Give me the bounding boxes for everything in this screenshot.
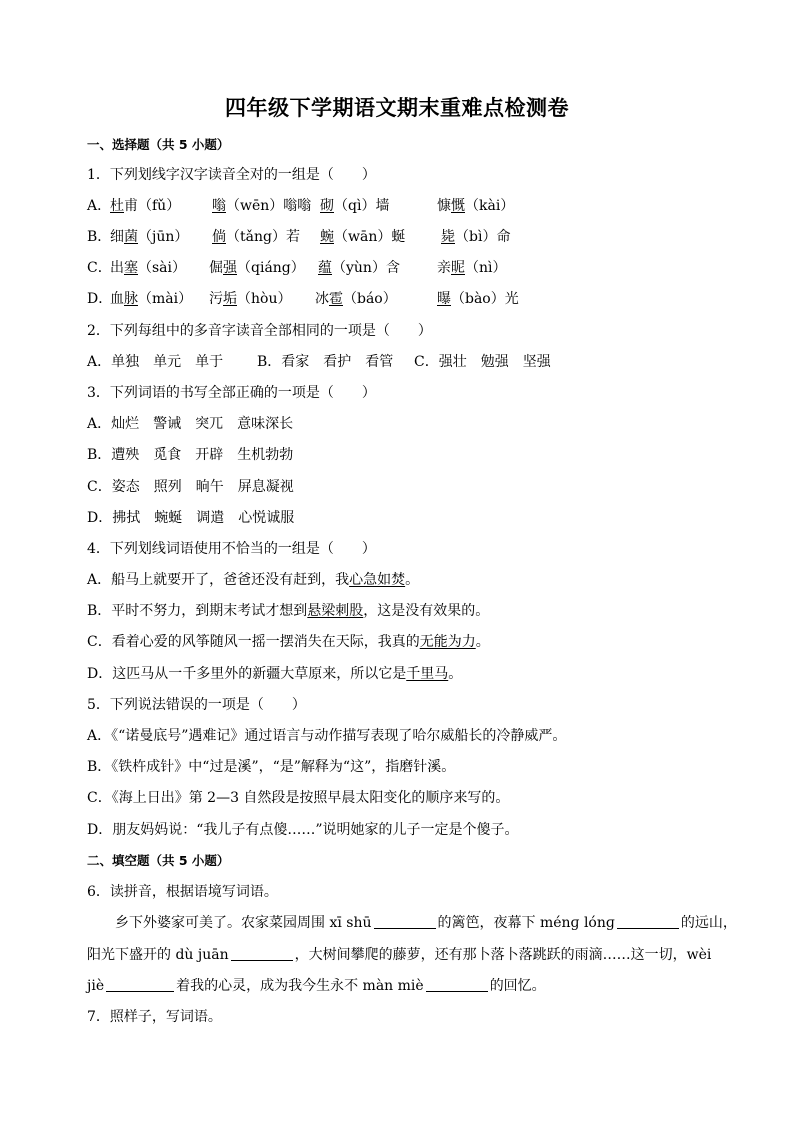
q1-d-item-1: 血脉（mài） [110, 291, 193, 307]
q6-passage-line-1: 乡下外婆家可美了。农家菜园周围 xī shū 的篱笆，夜幕下 ménɡ lónɡ 的远山， [115, 915, 737, 931]
q3-option-a: A．灿烂 警诫 突兀 意味深长 [87, 416, 294, 432]
answer-blank[interactable] [426, 977, 488, 992]
q4-option-b: B．平时不努力，到期末考试才想到悬梁刺股，这是没有效果的。 [87, 603, 490, 619]
q1-b-item-1: 细菌（jūn） [110, 229, 189, 245]
answer-blank[interactable] [374, 914, 436, 929]
q3-option-b: B．遭殃 觅食 开辟 生机勃勃 [87, 447, 294, 463]
q1-d-item-4: 曝（bào）光 [437, 291, 519, 307]
q2-option-b: B．看家 看护 看管 [257, 354, 394, 370]
question-5-stem: 5．下列说法错误的一项是（ ） [87, 697, 306, 713]
q4-option-c: C．看着心爱的风筝随风一摇一摆消失在天际，我真的无能为力。 [87, 634, 490, 650]
q6-passage-line-3: jiè 着我的心灵，成为我今生永不 màn miè 的回忆。 [87, 978, 546, 994]
q1-d-item-3: 冰雹（báo） [315, 291, 397, 307]
q1-option-b-label: B． [87, 229, 112, 245]
answer-blank[interactable] [617, 914, 679, 929]
q1-c-item-1: 出塞（sài） [110, 260, 187, 276]
answer-blank[interactable] [231, 946, 293, 961]
q1-a-item-4: 慷慨（kài） [437, 198, 515, 214]
q6-passage-line-2: 阳光下盛开的 dù juān ，大树间攀爬的藤萝，还有那卜落卜落跳跃的雨滴……这一切，wèi [87, 947, 712, 963]
q1-b-item-3: 蜿（wān）蜒 [320, 229, 406, 245]
q4-option-d: D．这匹马从一千多里外的新疆大草原来，所以它是千里马。 [87, 666, 463, 682]
q3-option-d: D．拂拭 蜿蜒 调遣 心悦诚服 [87, 510, 295, 526]
q1-option-c-label: C． [87, 260, 112, 276]
q1-b-item-2: 倘（tǎng）若 [212, 229, 300, 245]
q1-c-item-3: 蕴（yùn）含 [318, 260, 400, 276]
question-4-stem: 4．下列划线词语使用不恰当的一组是（ ） [87, 541, 376, 557]
section-heading-fill: 二、填空题（共 5 小题） [87, 853, 230, 868]
q1-d-item-2: 污垢（hòu） [209, 291, 292, 307]
answer-blank[interactable] [106, 977, 174, 992]
question-3-stem: 3．下列词语的书写全部正确的一项是（ ） [87, 385, 376, 401]
q1-option-a-label: A． [87, 198, 112, 214]
q5-option-d: D．朋友妈妈说：“我儿子有点傻……”说明她家的儿子一定是个傻子。 [87, 822, 519, 838]
question-7-stem: 7．照样子，写词语。 [87, 1009, 222, 1025]
q1-c-item-4: 亲昵（nì） [437, 260, 507, 276]
q3-option-c: C．姿态 照列 晌午 屏息凝视 [87, 479, 294, 495]
section-heading-choice: 一、选择题（共 5 小题） [87, 137, 230, 152]
q4-option-a: A．船马上就要开了，爸爸还没有赶到，我心急如焚。 [87, 572, 420, 588]
q1-a-item-1: 杜甫（fǔ） [110, 198, 181, 214]
q1-a-item-2: 嗡（wēn）嗡嗡 [212, 198, 312, 214]
q2-option-a: A．单独 单元 单于 [87, 354, 224, 370]
q5-option-b: B．《铁杵成针》中“过是溪”，“是”解释为“这”，指磨针溪。 [87, 759, 456, 775]
q1-c-item-2: 倔强（qiáng） [209, 260, 305, 276]
question-6-stem: 6．读拼音，根据语境写词语。 [87, 884, 278, 900]
question-2-stem: 2．下列每组中的多音字读音全部相同的一项是（ ） [87, 323, 432, 339]
q5-option-a: A．《“诺曼底号”遇难记》通过语言与动作描写表现了哈尔威船长的冷静威严。 [87, 728, 567, 744]
q2-option-c: C．强壮 勉强 坚强 [414, 354, 551, 370]
q1-option-d-label: D． [87, 291, 113, 307]
q1-b-item-4: 毙（bì）命 [441, 229, 511, 245]
page-title: 四年级下学期语文期末重难点检测卷 [225, 96, 569, 120]
q1-a-item-3: 砌（qì）墙 [320, 198, 390, 214]
question-1-stem: 1．下列划线字汉字读音全对的一组是（ ） [87, 167, 376, 183]
q5-option-c: C．《海上日出》第 2—3 自然段是按照早晨太阳变化的顺序来写的。 [87, 790, 510, 806]
